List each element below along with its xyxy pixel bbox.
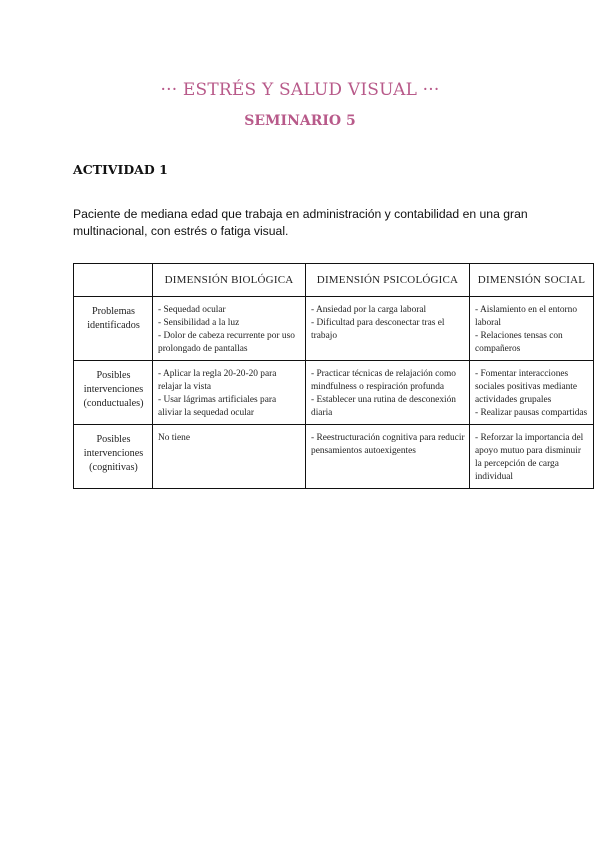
cell-item: - Practicar técnicas de relajación como mindfulness o respiración profunda [311,369,456,392]
column-header-social: DIMENSIÓN SOCIAL [470,264,594,297]
dimensions-table [73,263,594,489]
column-header-psychological: DIMENSIÓN PSICOLÓGICA [306,264,470,297]
cell-social [470,297,594,361]
row-label: Posibles intervenciones (cognitivas) [74,425,153,489]
cell-biological [153,297,306,361]
cell-psychological [306,361,470,425]
activity-heading: ACTIVIDAD 1 [73,162,168,177]
column-header-empty [74,264,153,297]
column-header-biological: DIMENSIÓN BIOLÓGICA [153,264,306,297]
cell-item: - Usar lágrimas artificiales para aliviar la sequedad ocular [158,395,277,418]
cell-item: - Reforzar la importancia del apoyo mutuo para disminuir la percepción de carga individual [475,433,584,482]
cell-psychological [306,297,470,361]
cell-social [470,361,594,425]
table-header-row [74,264,594,297]
table-body [74,297,594,489]
cell-item: - Fomentar interacciones sociales positivas mediante actividades grupales [475,369,578,405]
page-title: ··· ESTRÉS Y SALUD VISUAL ··· [160,80,440,100]
page-subtitle: SEMINARIO 5 [244,113,356,129]
row-label: Posibles intervenciones (conductuales) [74,361,153,425]
cell-social [470,425,594,489]
cell-item: - Aislamiento en el entorno laboral [475,305,578,328]
cell-item: - Sensibilidad a la luz [158,318,240,328]
cell-item: - Dificultad para desconectar tras el trabajo [311,318,445,341]
cell-item: - Realizar pausas compartidas [475,408,588,418]
cell-item: - Sequedad ocular [158,305,226,315]
cell-item: No tiene [158,433,191,443]
table-row [74,297,594,361]
cell-item: - Establecer una rutina de desconexión diaria [311,395,456,418]
table-row [74,361,594,425]
cell-item: - Ansiedad por la carga laboral [311,305,427,315]
cell-biological [153,361,306,425]
cell-psychological [306,425,470,489]
row-label: Problemas identificados [74,297,153,361]
cell-biological [153,425,306,489]
activity-description: Paciente de mediana edad que trabaja en administración y contabilidad en una gran multinacional, con estrés o fatiga visual. [73,207,528,238]
cell-item: - Relaciones tensas con compañeros [475,331,563,354]
cell-item: - Reestructuración cognitiva para reducir pensamientos autoexigentes [311,433,465,456]
cell-item: - Aplicar la regla 20-20-20 para relajar la vista [158,369,277,392]
table-row [74,425,594,489]
cell-item: - Dolor de cabeza recurrente por uso prolongado de pantallas [158,331,295,354]
